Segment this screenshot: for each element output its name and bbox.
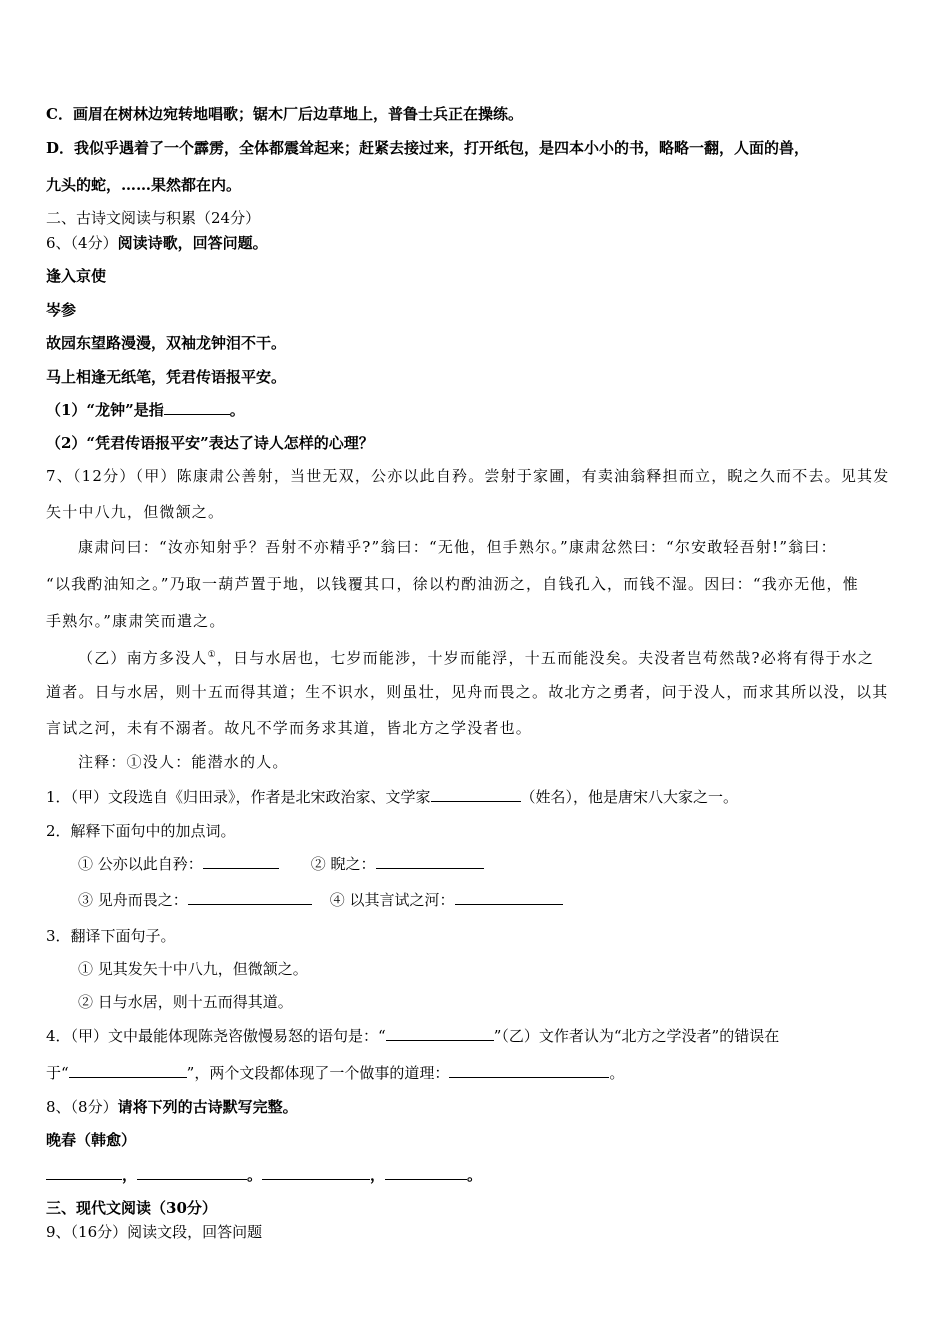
q8-period2: 。 (467, 1166, 483, 1184)
q7-q4-blank2[interactable] (69, 1063, 187, 1078)
q6-label: 6、（4分） (46, 234, 118, 252)
q7-q2-b-blank[interactable] (376, 854, 484, 869)
q6-sub2: （2）“凭君传语报平安”表达了诗人怎样的心理？ (46, 434, 374, 452)
q7-line3: 康肃问曰：“汝亦知射乎？吾射不亦精乎?”翁曰：“无他，但手熟尔。”康肃忿然曰：“尔安敢轻吾射!”翁曰： (78, 538, 837, 556)
q8-blanks (46, 1165, 482, 1185)
q7-q4-text3: 于“ (46, 1064, 69, 1082)
q7-q1-blank[interactable] (431, 787, 521, 802)
q7-q4-text2: ”（乙）文作者认为“北方之学没者”的错误在 (493, 1027, 780, 1045)
q7-q1-text: 1．（甲）文段选自《归田录》，作者是北宋政治家、文学家 (46, 788, 431, 806)
q6-sub1-blank[interactable] (164, 400, 230, 415)
q7-q2-row2 (78, 890, 563, 910)
q7-line6 (78, 645, 874, 668)
poem-poet: 岑参 (46, 301, 77, 319)
q8-blank4[interactable] (385, 1165, 467, 1180)
section3-heading: 三、现代文阅读（30分） (46, 1199, 217, 1217)
q8-period1: 。 (247, 1166, 263, 1184)
q7-q4-line2 (46, 1063, 624, 1083)
q6-sub1-end: 。 (229, 401, 245, 419)
q7-note: 注释：①没人：能潜水的人。 (78, 753, 289, 771)
q7-line2: 矢十中八九，但微颔之。 (46, 503, 225, 521)
poem-line1: 故园东望路漫漫，双袖龙钟泪不干。 (46, 334, 287, 352)
q7-line1: 7、（12分）（甲）陈康肃公善射，当世无双，公亦以此自矜。尝射于家圃，有卖油翁释担而立，睨之久而不去。见其发 (46, 467, 890, 485)
q7-q4-text1: 4．（甲）文中最能体现陈尧咨傲慢易怒的语句是：“ (46, 1027, 386, 1045)
q7-q2: 2．解释下面句中的加点词。 (46, 822, 236, 840)
poem-line2: 马上相逢无纸笔，凭君传语报平安。 (46, 368, 287, 386)
q6-header (46, 233, 268, 253)
q7-line6-pre: （乙）南方多没人 (78, 649, 208, 667)
q7-q2-d: ④ 以其言试之河： (329, 891, 455, 909)
q7-q2-d-blank[interactable] (455, 890, 563, 905)
option-d-line1: D．我似乎遇着了一个霹雳，全体都震耸起来；赶紧去接过来，打开纸包，是四本小小的书，略略一翻，人面的兽， (46, 139, 810, 157)
q8-prompt: 请将下列的古诗默写完整。 (117, 1098, 298, 1116)
q7-q2-b: ② 睨之： (310, 855, 376, 873)
q7-q4-blank1[interactable] (386, 1026, 494, 1041)
q7-q1-end: （姓名），他是唐宋八大家之一。 (520, 788, 739, 806)
q6-prompt: 阅读诗歌，回答问题。 (117, 234, 268, 252)
q7-line7: 道者。日与水居，则十五而得其道；生不识水，则虽壮，见舟而畏之。故北方之勇者，问于没人，而求其所以没，以其 (46, 683, 889, 701)
option-c: C．画眉在树林边宛转地唱歌；锯木厂后边草地上，普鲁士兵正在操练。 (46, 105, 523, 123)
q7-q4-text4: ”，两个文段都体现了一个做事的道理： (186, 1064, 450, 1082)
q7-line8: 言试之河，未有不溺者。故凡不学而务求其道，皆北方之学没者也。 (46, 719, 533, 737)
poem-title: 逢入京使 (46, 267, 107, 285)
q9-header: 9、（16分）阅读文段，回答问题 (46, 1223, 263, 1241)
q8-comma1: ， (122, 1166, 138, 1184)
q7-q4-blank3[interactable] (449, 1063, 609, 1078)
q7-q4-line1 (46, 1026, 779, 1046)
q6-sub1 (46, 400, 245, 420)
footnote-marker: ① (207, 650, 217, 660)
q7-line5: 手熟尔。”康肃笑而遣之。 (46, 612, 226, 630)
q7-q1 (46, 787, 738, 807)
q8-title: 晚春（韩愈） (46, 1131, 137, 1149)
q6-sub1-text: （1）“龙钟”是指 (46, 401, 164, 419)
q8-blank2[interactable] (137, 1165, 247, 1180)
q7-q2-a-blank[interactable] (203, 854, 279, 869)
option-d-line2: 九头的蛇，……果然都在内。 (46, 176, 242, 194)
q7-q4-text5: 。 (609, 1064, 625, 1082)
q7-q2-c-blank[interactable] (188, 890, 312, 905)
q7-q3-a: ① 见其发矢十中八九，但微颔之。 (78, 960, 308, 978)
q7-line6-post: ，日与水居也，七岁而能涉，十岁而能浮，十五而能没矣。夫没者岂苟然哉?必将有得于水之 (216, 649, 875, 667)
q8-label: 8、（8分） (46, 1098, 118, 1116)
section2-heading: 二、古诗文阅读与积累（24分） (46, 209, 261, 227)
q7-q2-a: ① 公亦以此自矜： (78, 855, 203, 873)
q7-q2-row1 (78, 854, 484, 874)
q7-q2-c: ③ 见舟而畏之： (78, 891, 188, 909)
q8-header (46, 1097, 298, 1117)
q7-q3: 3．翻译下面句子。 (46, 927, 176, 945)
q8-blank1[interactable] (46, 1165, 122, 1180)
q8-blank3[interactable] (262, 1165, 370, 1180)
q7-q3-b: ② 日与水居，则十五而得其道。 (78, 993, 293, 1011)
q7-line4: “以我酌油知之。”乃取一葫芦置于地，以钱覆其口，徐以杓酌油沥之，自钱孔入，而钱不湿。因曰：“我亦无他，惟 (46, 575, 859, 593)
q8-comma2: ， (370, 1166, 386, 1184)
